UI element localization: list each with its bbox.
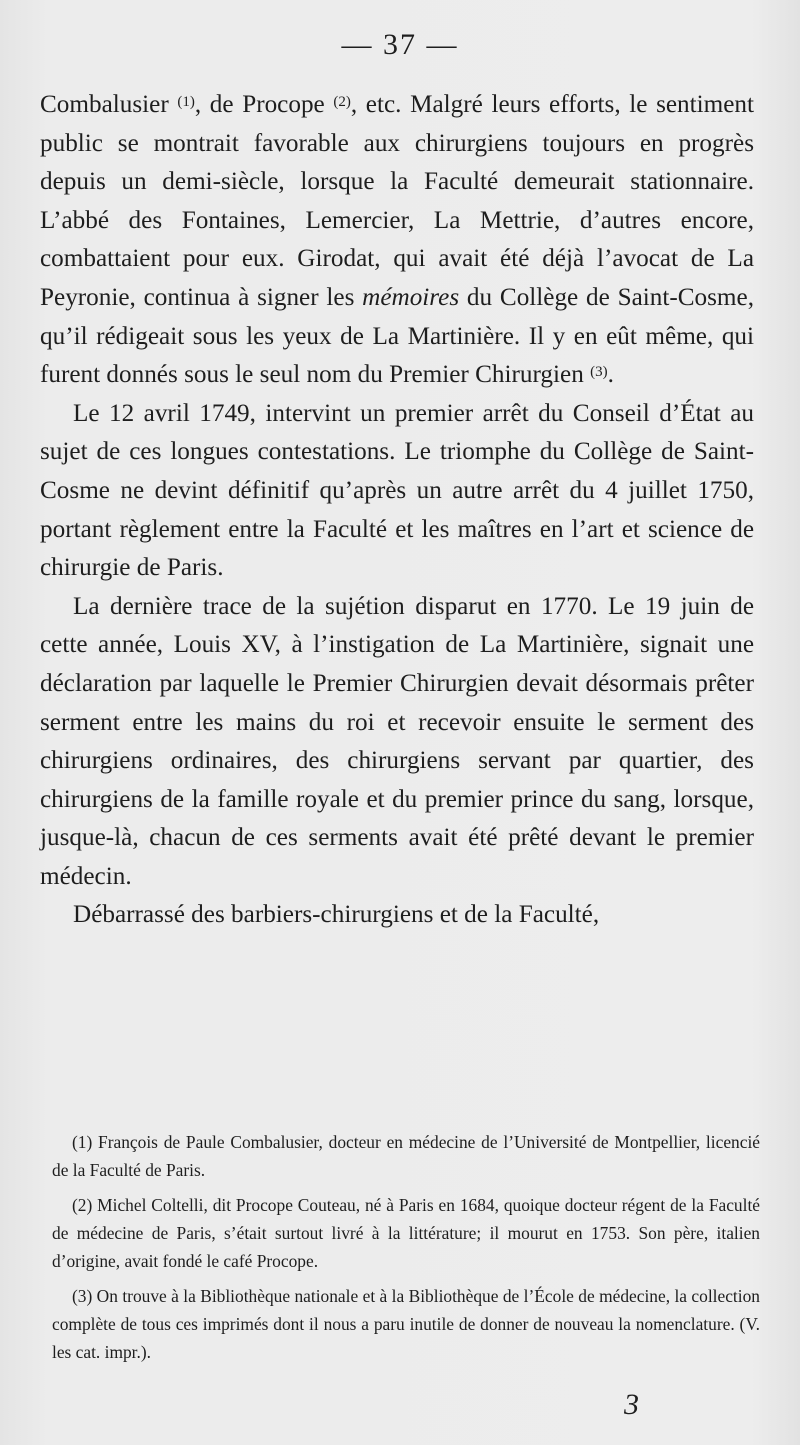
- main-text: [40, 86, 754, 935]
- footnote-3: (3) On trouve à la Bibliothèque nationale et à la Bibliothèque de l’École de médecine, la collection complète de tous ces imprimés dont il nous a paru inutile de donner de nouveau la nomenclature. (V. les cat. impr.).: [52, 1286, 760, 1362]
- footnote-1: (1) François de Paule Combalusier, docteur en médecine de l’Université de Montpellier, licencié de la Faculté de Paris.: [52, 1132, 760, 1180]
- footnote-2: (2) Michel Coltelli, dit Procope Couteau, né à Paris en 1684, quoique docteur régent de la Faculté de médecine de Paris, s’était surtout livré à la littérature; il mourut en 1753. Son père, italien d’origine, avait fondé le café Procope.: [52, 1195, 760, 1271]
- paragraph-1-part-a: Combalusier: [40, 91, 178, 118]
- paragraph-1-part-e: .: [607, 361, 614, 389]
- paragraph-1-part-b: , de Procope: [194, 91, 334, 118]
- paragraph-4: Débarrassé des barbiers-chirurgiens et de la Faculté,: [73, 901, 600, 929]
- signature-mark: 3: [624, 1388, 639, 1421]
- page-number: — 37 —: [341, 28, 459, 61]
- paragraph-3: La dernière trace de la sujétion disparut en 1770. Le 19 juin de cette année, Louis XV, à l’instigation de La Martinière, signait une déclaration par laquelle le Premier Chirurgien devait désormais prêter serment entre les mains du roi et recevoir ensuite le serment des chirurgiens ordinaires, des chirurgiens servant par quartier, des chirurgiens de la famille royale et du premier prince du sang, lorsque, jusque-là, chacun de ces serments avait été prêté devant le premier médecin.: [40, 592, 754, 890]
- paragraph-1-part-d: du Collège de Saint-Cosme, qu’il rédigeait sous les yeux de La Martinière. Il y en eût même, qui furent donnés sous le seul nom du Premier Chirurgien: [40, 283, 754, 389]
- footnotes: [52, 1128, 760, 1373]
- footnote-ref-3: (3): [590, 364, 608, 381]
- footnote-ref-1: (1): [177, 94, 195, 110]
- paragraph-2: Le 12 avril 1749, intervint un premier arrêt du Conseil d’État au sujet de ces longues contestations. Le triomphe du Collège de Saint-Cosme ne devint définitif qu’après un autre arrêt du 4 juillet 1750, portant règlement entre la Faculté et les maîtres en l’art et science de chirurgie de Paris.: [40, 399, 754, 582]
- footnote-ref-2: (2): [333, 94, 351, 110]
- paragraph-1: [40, 86, 754, 395]
- italic-memoires: mémoires: [362, 283, 460, 311]
- paragraph-1-part-c: , etc. Malgré leurs efforts, le sentiment public se montrait favorable aux chirurgiens toujours en progrès depuis un demi-siècle, lorsque la Faculté demeurait stationnaire. L’abbé des Fontaines, Lemercier, La Mettrie, d’autres encore, combattaient pour eux. Girodat, qui avait été déjà l’avocat de La Peyronie, continua à signer les: [40, 91, 755, 311]
